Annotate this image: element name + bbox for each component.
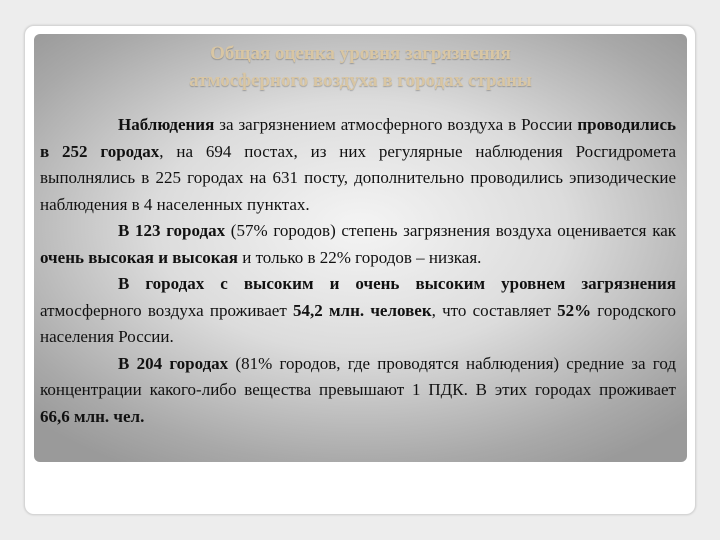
bold-text: В городах с высоким и очень высоким уровнем загрязнения [118, 274, 676, 293]
paragraph-pdk [40, 351, 676, 431]
bold-text: 66,6 млн. чел. [40, 406, 145, 426]
bold-text: Наблюдения [118, 115, 215, 134]
paragraph-pollution-level [40, 218, 676, 271]
body-text: городского населения России. [40, 300, 677, 346]
title-line-2: атмосферного воздуха в городах страны [189, 70, 532, 91]
bold-text: 54,2 млн. человек [292, 300, 432, 320]
slide-title [34, 40, 687, 94]
bold-text: проводились в 252 городах [40, 115, 676, 161]
body-text: (81% городов, где проводятся наблюдения) средние за год концентрации какого-либо вещества превышают 1 ПДК. В этих городах проживает [40, 353, 677, 399]
body-text: , что составляет [431, 300, 558, 320]
bold-text: очень высокая и высокая [40, 247, 238, 267]
slide-body [40, 112, 676, 430]
body-text: и только в 22% городов – низкая. [238, 247, 482, 267]
paragraph-population [40, 271, 676, 351]
body-text: за загрязнением атмосферного воздуха в России [214, 115, 578, 134]
bold-text: 52% [557, 300, 592, 320]
body-text: (57% городов) степень загрязнения воздуха оценивается как [225, 221, 676, 240]
body-text: атмосферного воздуха проживает [40, 300, 293, 320]
bold-text: В 123 городах [118, 221, 226, 240]
title-line-1: Общая оценка уровня загрязнения [210, 43, 511, 64]
paragraph-observations [40, 112, 676, 218]
body-text: , на 694 постах, из них регулярные наблюдения Росгидромета выполнялись в 225 городах на 631 посту, дополнительно проводились эпизодические наблюдения в 4 населенных пунктах. [40, 141, 677, 214]
bold-text: В 204 городах [118, 353, 229, 373]
